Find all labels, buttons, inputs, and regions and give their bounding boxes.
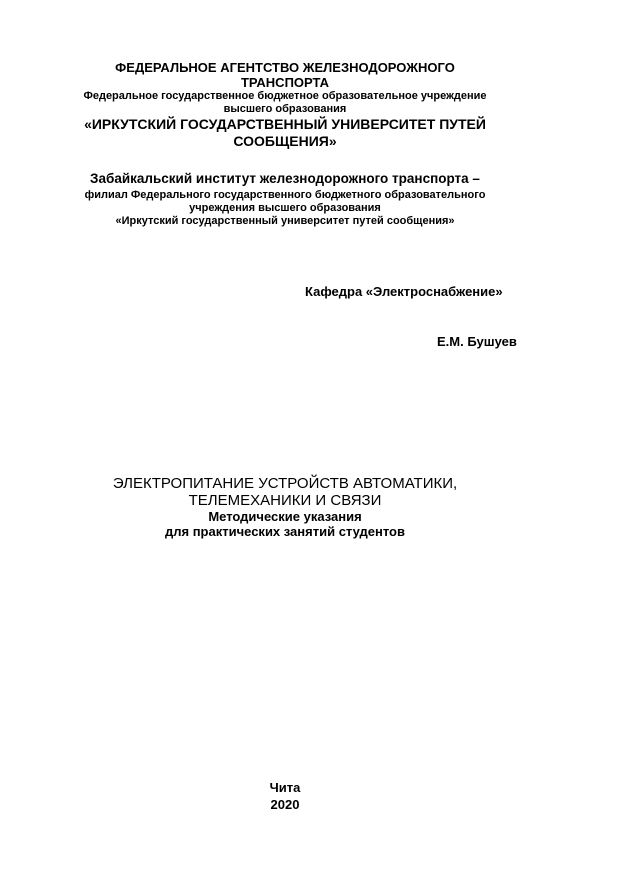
branch-line-3: учреждения высшего образования bbox=[189, 202, 381, 214]
university-line-2: СООБЩЕНИЯ» bbox=[233, 133, 337, 149]
footer-block bbox=[40, 779, 530, 813]
header-block bbox=[40, 60, 530, 150]
institution-line-1: Федеральное государственное бюджетное образовательное учреждение bbox=[83, 90, 487, 102]
author-name: Е.М. Бушуев bbox=[437, 334, 517, 349]
title-line-1: ЭЛЕКТРОПИТАНИЕ УСТРОЙСТВ АВТОМАТИКИ, bbox=[112, 475, 458, 492]
branch-block bbox=[40, 171, 530, 228]
branch-line-1: Забайкальский институт железнодорожного транспорта – bbox=[90, 171, 480, 186]
department-label: Кафедра «Электроснабжение» bbox=[305, 284, 503, 299]
branch-line-2: филиал Федерального государственного бюджетного образовательного bbox=[84, 189, 486, 201]
agency-line-2: ТРАНСПОРТА bbox=[240, 75, 330, 90]
title-block bbox=[40, 475, 530, 539]
branch-line-4: «Иркутский государственный университет путей сообщения» bbox=[115, 215, 455, 227]
institution-line-2: высшего образования bbox=[223, 103, 347, 115]
subtitle-line-1: Методические указания bbox=[208, 509, 362, 524]
year: 2020 bbox=[270, 797, 300, 812]
city: Чита bbox=[269, 780, 301, 795]
subtitle-line-2: для практических занятий студентов bbox=[165, 524, 405, 539]
agency-line-1: ФЕДЕРАЛЬНОЕ АГЕНТСТВО ЖЕЛЕЗНОДОРОЖНОГО bbox=[115, 60, 455, 75]
university-line-1: «ИРКУТСКИЙ ГОСУДАРСТВЕННЫЙ УНИВЕРСИТЕТ ПУТЕЙ bbox=[84, 116, 486, 132]
title-line-2: ТЕЛЕМЕХАНИКИ И СВЯЗИ bbox=[188, 492, 382, 509]
